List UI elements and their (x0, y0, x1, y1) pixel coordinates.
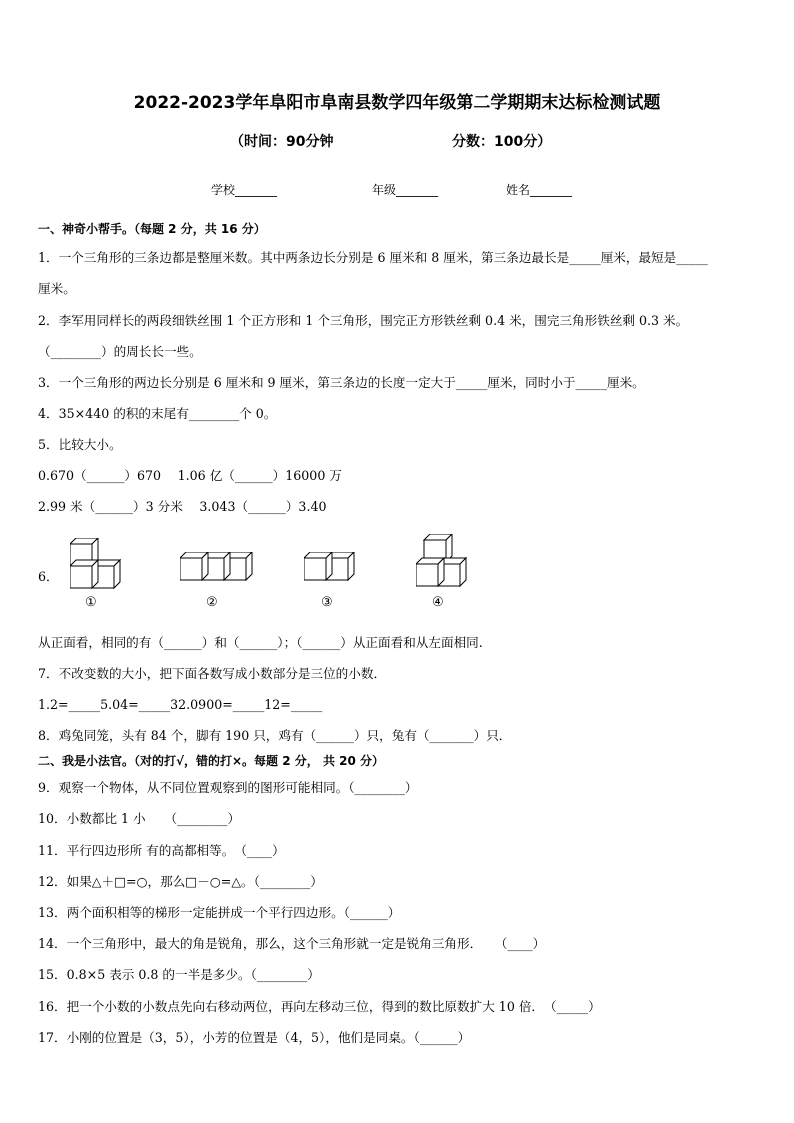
question-15: 15．0.8×5 表示 0.8 的一半是多少。（________） (38, 967, 320, 982)
time-label: （时间：90分钟 (230, 134, 334, 150)
question-1-cont: 厘米。 (38, 281, 76, 296)
question-8: 8．鸡兔同笼，头有 84 个，脚有 190 只，鸡有（______）只，兔有（_______）只． (38, 728, 512, 743)
figure-3-label: ③ (321, 595, 333, 610)
cube-figure-1 (70, 538, 134, 594)
question-5: 5．比较大小。 (38, 437, 122, 452)
question-17: 17．小刚的位置是（3，5），小芳的位置是（4，5），他们是同桌。（______） (38, 1030, 471, 1045)
question-12: 12．如果△＋□=○，那么□－○=△。（________） (38, 874, 323, 889)
question-5-row-1: 0.670（______）670 1.06 亿（______）16000 万 (38, 468, 342, 483)
section-2-heading: 二、我是小法官。（对的打√，错的打×。每题 2 分， 共 20 分） (38, 754, 384, 768)
grade-field: 年级_______ (372, 183, 439, 197)
question-4: 4．35×440 的积的末尾有________个 0。 (38, 406, 277, 421)
question-16: 16．把一个小数的小数点先向右移动两位，再向左移动三位，得到的数比原数扩大 10 倍． （_____） (38, 999, 601, 1014)
score-label: 分数：100分） (452, 134, 552, 150)
question-1: 1．一个三角形的三条边都是整厘米数。其中两条边长分别是 6 厘米和 8 厘米，第三条边最长是_____厘米，最短是_____ (38, 250, 708, 265)
question-13: 13．两个面积相等的梯形一定能拼成一个平行四边形。（______） (38, 905, 401, 920)
question-11: 11．平行四边形所 有的高都相等。 （____） (38, 843, 285, 858)
question-2: 2．李军用同样长的两段细铁丝围 1 个正方形和 1 个三角形，围完正方形铁丝剩 0.4 米，围完三角形铁丝剩 0.3 米。 (38, 313, 689, 328)
cube-figure-2 (180, 552, 262, 588)
school-field: 学校_______ (211, 183, 278, 197)
question-3: 3．一个三角形的两边长分别是 6 厘米和 9 厘米，第三条边的长度一定大于_____厘米，同时小于_____厘米。 (38, 375, 645, 390)
question-7-row: 1.2=_____5.04=_____32.0900=_____12=_____ (38, 697, 323, 712)
question-9: 9．观察一个物体，从不同位置观察到的图形可能相同。（________） (38, 780, 418, 795)
question-10: 10．小数都比 1 小 （________） (38, 811, 241, 826)
page-title: 2022-2023学年阜阳市阜南县数学四年级第二学期期末达标检测试题 (133, 93, 661, 113)
question-6-number: 6． (38, 569, 59, 584)
question-7: 7．不改变数的大小，把下面各数写成小数部分是三位的小数． (38, 666, 387, 681)
figure-1-label: ① (85, 595, 97, 610)
question-2-cont: （________）的周长长一些。 (38, 344, 202, 359)
name-field: 姓名_______ (506, 183, 573, 197)
question-6-figures (38, 528, 498, 618)
cube-figure-3 (304, 552, 368, 588)
figure-4-label: ④ (432, 595, 444, 610)
question-14: 14．一个三角形中，最大的角是锐角，那么，这个三角形就一定是锐角三角形． （____） (38, 936, 546, 951)
figure-2-label: ② (206, 595, 218, 610)
cube-figure-4 (416, 534, 480, 592)
section-1-heading: 一、神奇小帮手。（每题 2 分，共 16 分） (38, 222, 266, 236)
question-6: 从正面看，相同的有（______）和（______）；（______）从正面看和从左面相同. (38, 635, 483, 650)
question-5-row-2: 2.99 米（______）3 分米 3.043（______）3.40 (38, 499, 327, 514)
